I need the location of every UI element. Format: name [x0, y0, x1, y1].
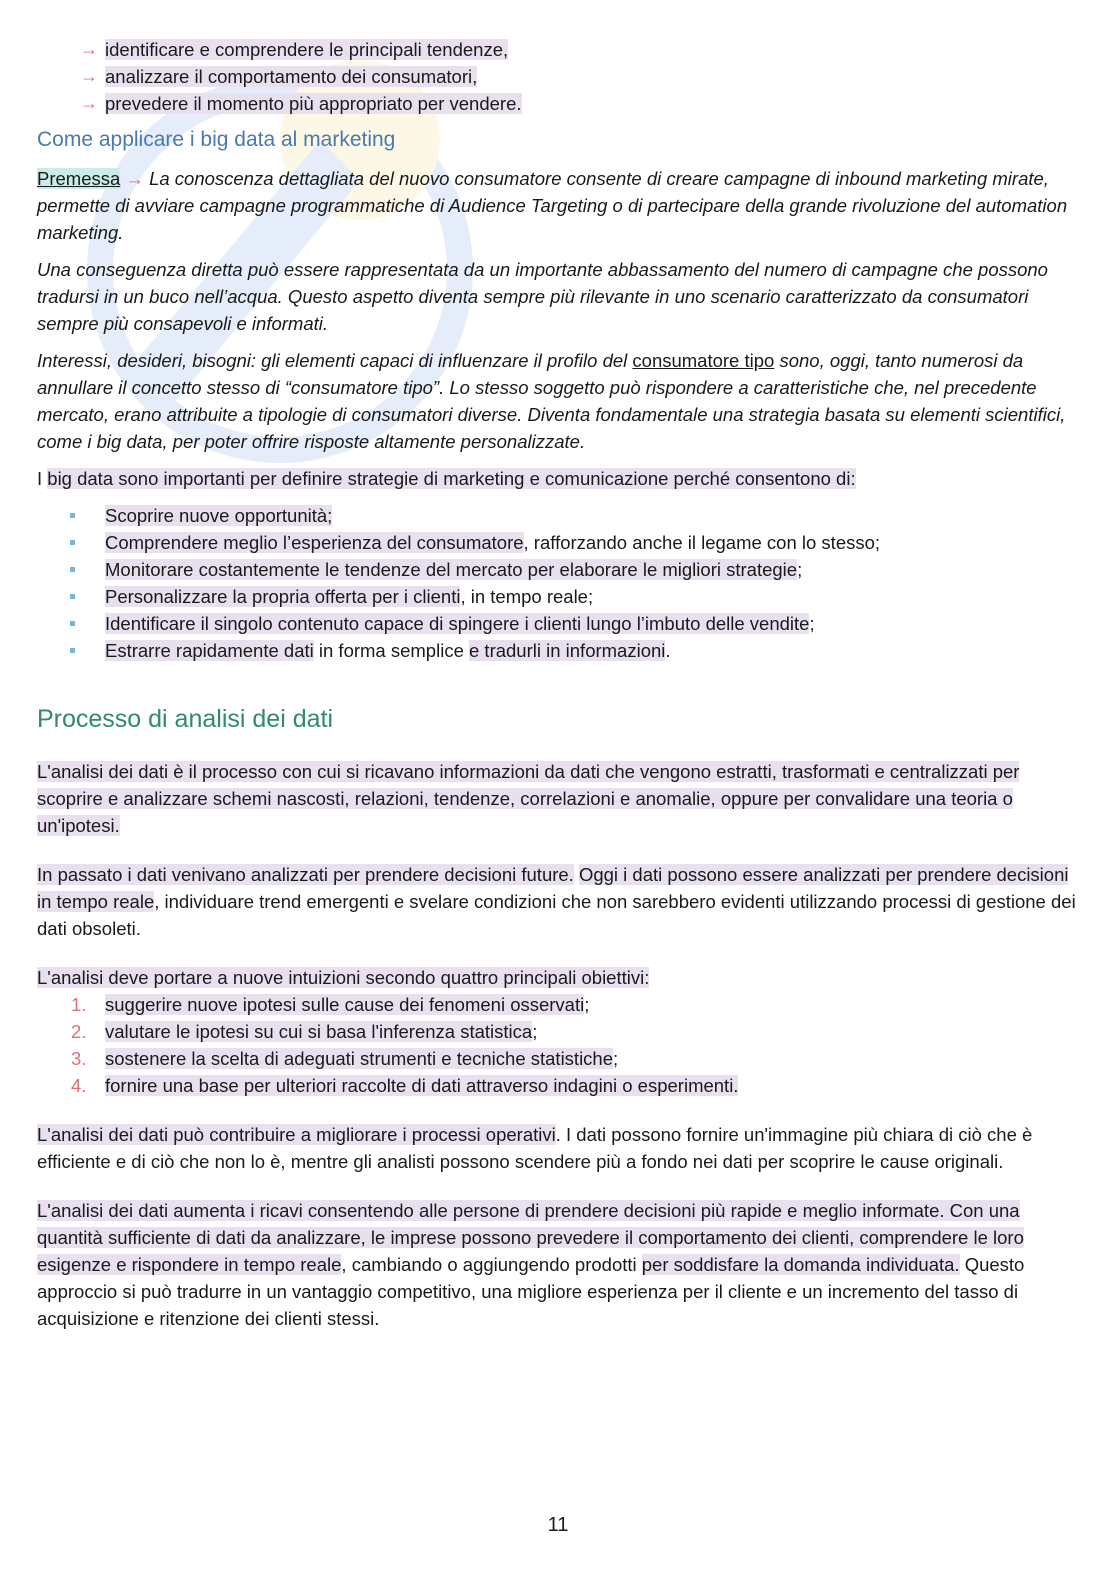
passato-paragraph: In passato i dati venivano analizzati per prendere decisioni future. Oggi i dati possono essere analizzati per prendere decisioni in tempo reale, individuare trend emergenti e svelare condizioni che non sarebbero evidenti utilizzando processi di gestione dei dati obsoleti. — [37, 864, 1076, 939]
ricavi-paragraph: L'analisi dei dati aumenta i ricavi consentendo alle persone di prendere decisioni più rapide e meglio informate. Con una quantità sufficiente di dati da analizzare, le imprese possono prevedere il comportamento dei clienti, comprendere le loro esigenze e rispondere in tempo reale, cambiando o aggiungendo prodotti per soddisfare la domanda individuata. Questo approccio si può tradurre in un vantaggio competitivo, una migliore esperienza per il cliente e un incremento del tasso di acquisizione e ritenzione dei clienti stessi. — [37, 1200, 1025, 1329]
arrow-right-icon: → — [80, 39, 98, 59]
section-title: Processo di analisi dei dati — [37, 705, 333, 733]
list-item: → identificare e comprendere le principali tendenze, — [37, 36, 1082, 63]
interessi-paragraph: Interessi, desideri, bisogni: gli elementi capaci di influenzare il profilo del consumatore tipo sono, oggi, tanto numerosi da annullare il concetto stesso di “consumatore tipo”. Lo stesso soggetto può rispondere a caratteristiche che, nel precedente mercato, erano attribuite a tipologie di consumatori diverse. Diventa fondamentale una strategia basata su elementi scientifici, come i big data, per poter offrire risposte altamente personalizzate. — [37, 350, 1066, 452]
square-bullet-icon — [70, 648, 75, 653]
definition-paragraph: L'analisi dei dati è il processo con cui si ricavano informazioni da dati che vengono estratti, trasformati e centralizzati per scoprire e analizzare schemi nascosti, relazioni, tendenze, correlazioni e anomalie, oppure per convalidare una teoria o un'ipotesi. — [37, 761, 1020, 836]
list-item: 3. sostenere la scelta di adeguati strumenti e tecniche statistiche; — [37, 1045, 1082, 1072]
list-item: → prevedere il momento più appropriato per vendere. — [37, 90, 1082, 117]
list-number: 4. — [71, 1075, 87, 1096]
bigdata-bullet-list — [37, 502, 1082, 664]
arrow-right-icon: → — [80, 93, 98, 113]
list-item: Personalizzare la propria offerta per i clienti, in tempo reale; — [37, 583, 1082, 610]
obiettivi-intro: L'analisi deve portare a nuove intuizioni secondo quattro principali obiettivi: — [37, 967, 650, 988]
list-item: Scoprire nuove opportunità; — [37, 502, 1082, 529]
premessa-label: Premessa — [37, 168, 121, 189]
list-number: 1. — [71, 994, 87, 1015]
square-bullet-icon — [70, 540, 75, 545]
square-bullet-icon — [70, 567, 75, 572]
square-bullet-icon — [70, 513, 75, 518]
intro-list — [37, 36, 1082, 117]
square-bullet-icon — [70, 621, 75, 626]
page-number: 11 — [547, 1514, 569, 1536]
obiettivi-list — [37, 991, 1082, 1099]
list-item: Monitorare costantemente le tendenze del mercato per elaborare le migliori strategie; — [37, 556, 1082, 583]
premessa-paragraph — [37, 165, 1082, 246]
consumatore-tipo-link[interactable]: consumatore tipo — [632, 350, 775, 371]
list-item: 1. suggerire nuove ipotesi sulle cause dei fenomeni osservati; — [37, 991, 1082, 1018]
list-item: → analizzare il comportamento dei consumatori, — [37, 63, 1082, 90]
page-content — [37, 0, 1082, 1332]
subheading: Come applicare i big data al marketing — [37, 128, 396, 151]
list-item: Comprendere meglio l’esperienza del consumatore, rafforzando anche il legame con lo stesso; — [37, 529, 1082, 556]
list-item: Identificare il singolo contenuto capace di spingere i clienti lungo l’imbuto delle vendite; — [37, 610, 1082, 637]
bigdata-intro-paragraph: I big data sono importanti per definire strategie di marketing e comunicazione perché consentono di: — [37, 468, 856, 489]
list-number: 3. — [71, 1048, 87, 1069]
square-bullet-icon — [70, 594, 75, 599]
list-number: 2. — [71, 1021, 87, 1042]
list-item: Estrarre rapidamente dati in forma semplice e tradurli in informazioni. — [37, 637, 1082, 664]
premessa-text: La conoscenza dettagliata del nuovo consumatore consente di creare campagne di inbound marketing mirate, permette di avviare campagne programmatiche di Audience Targeting o di partecipare della grande rivoluzione del automation marketing. — [37, 168, 1068, 243]
arrow-right-icon: → — [80, 66, 98, 86]
conseguenza-paragraph: Una conseguenza diretta può essere rappresentata da un importante abbassamento del numero di campagne che possono tradursi in un buco nell’acqua. Questo aspetto diventa sempre più rilevante in uno scenario caratterizzato da consumatori sempre più consapevoli e informati. — [37, 259, 1048, 334]
arrow-right-icon: → — [125, 168, 144, 189]
list-item: 4. fornire una base per ulteriori raccolte di dati attraverso indagini o esperimenti. — [37, 1072, 1082, 1099]
processi-paragraph: L'analisi dei dati può contribuire a migliorare i processi operativi. I dati possono fornire un'immagine più chiara di ciò che è efficiente e di ciò che non lo è, mentre gli analisti possono scendere più a fondo nei dati per scoprire le cause originali. — [37, 1124, 1033, 1172]
list-item: 2. valutare le ipotesi su cui si basa l'inferenza statistica; — [37, 1018, 1082, 1045]
